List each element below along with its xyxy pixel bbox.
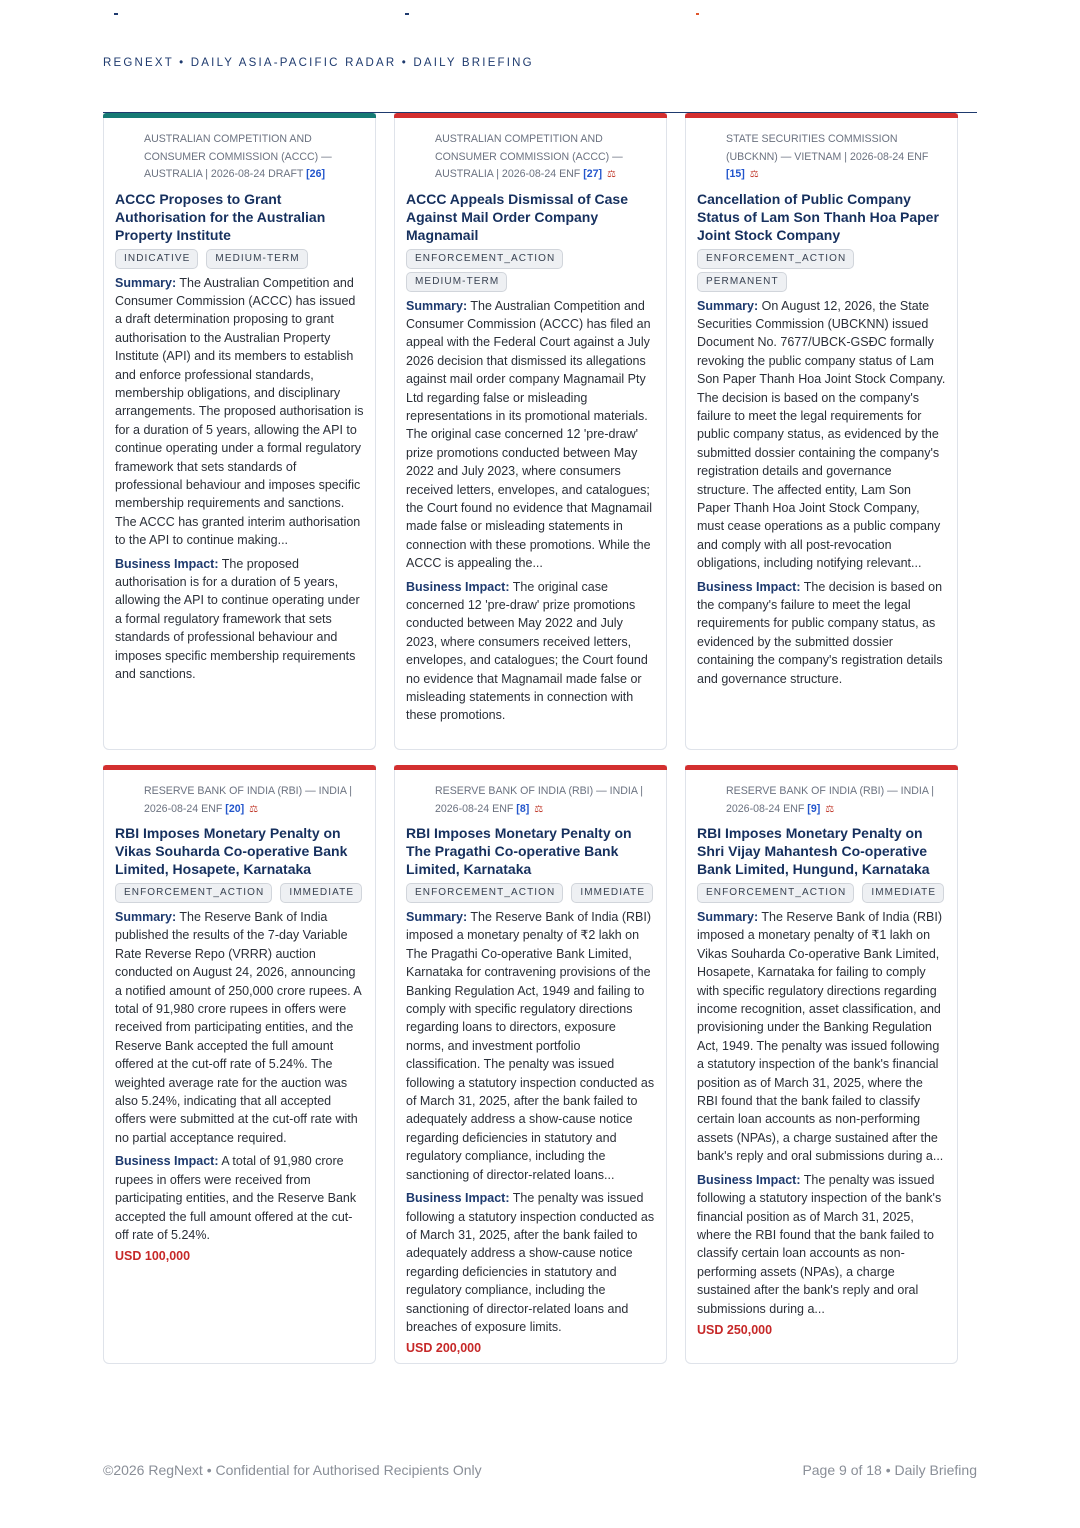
card-title[interactable]: Cancellation of Public Company Status of Lam Son Thanh Hoa Paper Joint Stock Company — [697, 190, 939, 243]
card-type-tag: DRAFT — [268, 168, 304, 180]
briefing-card[interactable] — [394, 765, 667, 1364]
impact-text: The proposed authorisation is for a duration of 5 years, allowing the API to continue operating under a formal regulatory framework that sets standards of professional behaviour and imposes specific membership requirements and sanctions. — [115, 556, 360, 682]
impact-label: Business Impact: — [115, 1154, 219, 1169]
card-title[interactable]: RBI Imposes Monetary Penalty on Shri Vijay Mahantesh Co-operative Bank Limited, Hungund, Karnataka — [697, 825, 930, 877]
card-type-tag: ENF — [492, 802, 514, 815]
briefing-card[interactable] — [685, 113, 958, 750]
card-agency: RESERVE BANK OF INDIA (RBI) — INDIA | 2026-08-24 — [726, 785, 934, 815]
card-tags — [115, 249, 364, 269]
card-meta — [406, 131, 655, 184]
summary-text: The Reserve Bank of India published the results of the 7-day Variable Rate Reverse Repo (VRRR) auction conducted on August 24, 2026, announcing a notified amount of 250,000 crore rupees. A total of 91,980 crore rupees in offers were received from participating entities, and the Reserve Bank accepted the full amount offered at the cut-off rate of 5.24%. The weighted average rate for the auction was also 5.24%, indicating that all accepted offers were submitted at the cut-off rate with no partial acceptance required. — [115, 910, 362, 1145]
card-reference-link[interactable]: [9] — [807, 802, 821, 815]
card-summary — [406, 297, 655, 573]
summary-text: The Australian Competition and Consumer Commission (ACCC) has filed an appeal with the Federal Court against a July 2026 decision that dismissed its allegations against mail order company Magnamail Pty Ltd regarding false or misleading representations in its promotional materials. The original case concerned 12 'pre-draw' prize promotions conducted between May 2022 and July 2023, where consumers received letters, envelopes, and catalogues; the Court found no evidence that Magnamail made false or misleading statements in connection with these promotions. While the ACCC is appealing the... — [406, 298, 652, 571]
card-type-tag: ENF — [201, 802, 223, 815]
footer-copyright: ©2026 RegNext • Confidential for Authorised Recipients Only — [103, 1462, 482, 1478]
briefing-card[interactable] — [103, 113, 376, 750]
penalty-amount: USD 200,000 — [406, 1341, 482, 1356]
page-header: REGNEXT • DAILY ASIA-PACIFIC RADAR • DAILY BRIEFING — [103, 57, 534, 69]
summary-label: Summary: — [406, 910, 468, 924]
summary-label: Summary: — [115, 910, 177, 924]
card-impact — [406, 578, 655, 725]
card-summary — [115, 908, 364, 1147]
impact-text: The original case concerned 12 'pre-draw' prize promotions conducted between May 2022 and July 2023, where consumers received letters, envelopes, and catalogues; the Court found no evidence that Magnamail made false or misleading statements in connection with these promotions. — [406, 579, 648, 723]
summary-text: On August 12, 2026, the State Securities Commission (UBCKNN) issued Document No. 7677/UBCK-GSĐC formally revoking the public company status of Lam Son Paper Thanh Hoa Joint Stock Company. The decision is based on the company's failure to meet the legal requirements for public company status, as evidenced by the submitted dossier containing the company's registration details and governance structure. The affected entity, Lam Son Paper Thanh Hoa Joint Stock Company, must cease operations as a public company and comply with all post-revocation obligations, including notifying relevant... — [697, 298, 946, 571]
scales-icon: ⚖ — [825, 803, 835, 815]
tag-pill: IMMEDIATE — [571, 883, 653, 903]
card-agency: RESERVE BANK OF INDIA (RBI) — INDIA | 2026-08-24 — [435, 785, 643, 815]
card-reference-link[interactable]: [27] — [583, 168, 603, 180]
impact-label: Business Impact: — [406, 579, 510, 594]
card-meta — [406, 783, 655, 818]
card-agency: RESERVE BANK OF INDIA (RBI) — INDIA | 2026-08-24 — [144, 785, 352, 815]
card-meta — [115, 783, 364, 818]
card-reference-link[interactable]: [15] — [726, 168, 745, 180]
tag-pill: ENFORCEMENT_ACTION — [697, 249, 854, 269]
summary-text: The Australian Competition and Consumer Commission (ACCC) has issued a draft determination proposing to grant authorisation to the Australian Property Institute (API) and its members to establish and enforce professional standards, membership obligations, and disciplinary arrangements. The proposed authorisation is for a duration of 5 years, allowing the API to continue operating under a formal regulatory framework that sets standards of professional behaviour and imposes specific membership requirements and sanctions. The ACCC has granted interim authorisation to the API to continue making... — [115, 275, 364, 548]
tag-pill: MEDIUM-TERM — [406, 272, 507, 292]
scales-icon: ⚖ — [749, 169, 759, 180]
card-meta — [697, 131, 946, 184]
card-summary — [406, 908, 655, 1184]
card-impact — [115, 1152, 364, 1244]
impact-text: The penalty was issued following a statutory inspection of the bank's financial position as of March 31, 2025, where the RBI found that the bank failed to classify certain loan accounts as non-performing assets (NPAs), a charge sustained after the bank's reply and oral submissions during a... — [697, 1172, 942, 1316]
briefing-card[interactable] — [103, 765, 376, 1364]
impact-label: Business Impact: — [115, 556, 219, 571]
tag-pill: ENFORCEMENT_ACTION — [115, 883, 272, 903]
card-meta — [115, 131, 364, 184]
card-tags — [115, 883, 364, 903]
card-impact — [115, 555, 364, 684]
card-impact — [697, 578, 946, 688]
summary-text: The Reserve Bank of India (RBI) imposed a monetary penalty of ₹1 lakh on Vikas Souharda Co-operative Bank Limited, Hosapete, Karnataka for failing to comply with specific regulatory directions regarding income recognition, asset classification, and provisioning under the Banking Regulation Act, 1949. The penalty was issued following a statutory inspection of the bank's financial position as of March 31, 2025, where the RBI found that the bank failed to classify certain loan accounts as non-performing assets (NPAs), a charge sustained after the bank's reply and oral submissions during a... — [697, 910, 944, 1164]
summary-label: Summary: — [697, 910, 759, 924]
card-title[interactable]: RBI Imposes Monetary Penalty on Vikas Souharda Co-operative Bank Limited, Hosapete, Karnataka — [115, 825, 348, 877]
card-title[interactable]: ACCC Appeals Dismissal of Case Against Mail Order Company Magnamail — [406, 190, 628, 243]
footer-page-number: Page 9 of 18 • Daily Briefing — [802, 1462, 977, 1478]
tag-pill: PERMANENT — [697, 272, 787, 292]
scales-icon: ⚖ — [534, 803, 544, 815]
card-type-tag: ENF — [559, 168, 581, 180]
summary-text: The Reserve Bank of India (RBI) imposed a monetary penalty of ₹2 lakh on The Pragathi Co-operative Bank Limited, Karnataka for contravening provisions of the Banking Regulation Act, 1949 and failing to comply with specific regulatory directions regarding loans to directors, exposure norms, and investment portfolio classification. The penalty was issued following a statutory inspection conducted as of March 31, 2025, after the bank failed to adequately address a show-cause notice regarding deficiencies in statutory and regulatory compliance, including the sanctioning of director-related loans... — [406, 910, 655, 1182]
top-mark — [405, 13, 409, 15]
top-mark — [114, 13, 118, 15]
summary-label: Summary: — [406, 298, 468, 313]
impact-label: Business Impact: — [697, 1172, 801, 1187]
card-tags — [697, 249, 946, 292]
tag-pill: INDICATIVE — [115, 249, 198, 269]
card-tags — [406, 249, 655, 292]
card-reference-link[interactable]: [8] — [516, 802, 530, 815]
card-meta — [697, 783, 946, 818]
impact-label: Business Impact: — [697, 579, 801, 594]
card-title[interactable]: RBI Imposes Monetary Penalty on The Pragathi Co-operative Bank Limited, Karnataka — [406, 825, 632, 877]
card-agency: AUSTRALIAN COMPETITION AND CONSUMER COMMISSION (ACCC) — AUSTRALIA | 2026-08-24 — [435, 133, 623, 180]
scales-icon: ⚖ — [607, 169, 616, 180]
card-summary — [697, 908, 946, 1166]
briefing-card[interactable] — [685, 765, 958, 1364]
card-reference-link[interactable]: [26] — [306, 168, 325, 180]
card-impact — [697, 1171, 946, 1318]
tag-pill: IMMEDIATE — [280, 883, 362, 903]
tag-pill: ENFORCEMENT_ACTION — [406, 883, 563, 903]
card-type-tag: ENF — [783, 802, 805, 815]
card-agency: AUSTRALIAN COMPETITION AND CONSUMER COMMISSION (ACCC) — AUSTRALIA | 2026-08-24 — [144, 133, 332, 180]
card-tags — [406, 883, 655, 903]
penalty-amount: USD 250,000 — [697, 1322, 773, 1337]
card-summary — [115, 274, 364, 550]
summary-label: Summary: — [697, 298, 759, 313]
scales-icon: ⚖ — [249, 803, 259, 815]
tag-pill: ENFORCEMENT_ACTION — [406, 249, 563, 269]
impact-label: Business Impact: — [406, 1191, 510, 1206]
briefing-card[interactable] — [394, 113, 667, 750]
impact-text: A total of 91,980 crore rupees in offers were received from participating entities, and the Reserve Bank accepted the full amount offered at the cut-off rate of 5.24%. — [115, 1154, 357, 1242]
card-title[interactable]: ACCC Proposes to Grant Authorisation for the Australian Property Institute — [115, 190, 326, 243]
card-tags — [697, 883, 946, 903]
tag-pill: MEDIUM-TERM — [206, 249, 307, 269]
card-impact — [406, 1189, 655, 1336]
tag-pill: ENFORCEMENT_ACTION — [697, 883, 854, 903]
card-agency: STATE SECURITIES COMMISSION (UBCKNN) — VIETNAM | 2026-08-24 — [726, 133, 905, 163]
top-mark — [696, 13, 699, 15]
card-type-tag: ENF — [907, 150, 929, 163]
tag-pill: IMMEDIATE — [862, 883, 944, 903]
penalty-amount: USD 100,000 — [115, 1249, 191, 1264]
summary-label: Summary: — [115, 275, 177, 290]
card-summary — [697, 297, 946, 573]
impact-text: The decision is based on the company's failure to meet the legal requirements for public company status, as evidenced by the submitted dossier containing the company's registration details and governance structure. — [697, 579, 943, 686]
card-reference-link[interactable]: [20] — [225, 802, 245, 815]
impact-text: The penalty was issued following a statutory inspection conducted as of March 31, 2025, after the bank failed to adequately address a show-cause notice regarding deficiencies in statutory and regulatory compliance, including the sanctioning of director-related loans and breaches of exposure limits. — [406, 1191, 655, 1334]
